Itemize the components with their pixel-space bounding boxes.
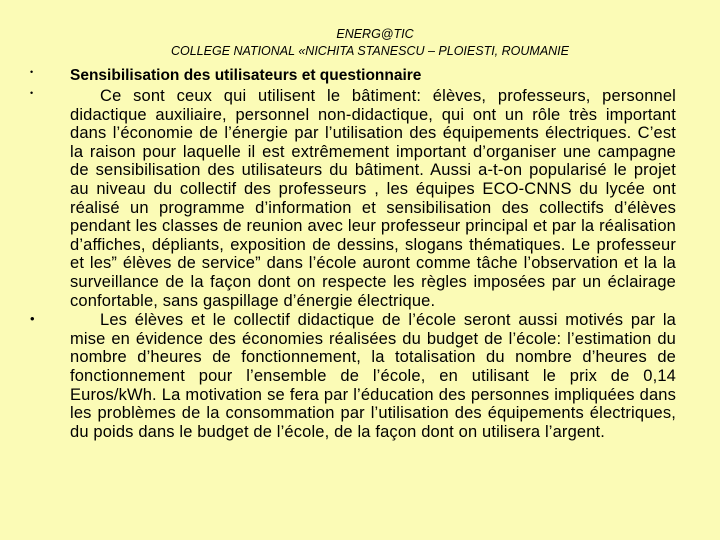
header-subtitle: COLLEGE NATIONAL «NICHITA STANESCU – PLOIESTI, ROUMANIE [170,44,569,58]
slide-header [0,26,720,60]
paragraph-users: Ce sont ceux qui utilisent le bâtiment: élèves, professeurs, personnel didactique auxiliaire, personnel non-didactique, qui ont un rôle très important dans l’économie de l’énergie par l’utilisation des équipements électriques. C’est la raison pour laquelle il est extrêmement important d’organiser une campagne de sensibilisation des utilisateurs du bâtiment. Aussi a-t-on popularisé le projet au niveau du collectif des professeurs , les équipes ECO-CNNS du lycée ont réalisé un programme d’information et sensibilisation des collectifs d’élèves pendant les classes de reunion avec leur professeur principal et par la réalisation d’affiches, dépliants, exposition de dessins, slogans thématiques. Le professeur et les” élèves de service” dans l’école auront comme tâche l’observation et la la surveillance de la façon dont on respecte les règles imposées par un éclairage confortable, sans gaspillage d’énergie électrique. [70,87,676,310]
bullet-icon: • [30,311,35,327]
bullet-item-motivation [26,311,676,441]
bullet-item-title [26,66,676,86]
section-title: Sensibilisation des utilisateurs et questionnaire [70,67,422,84]
paragraph-motivation: Les élèves et le collectif didactique de l’école seront aussi motivés par la mise en évidence des économies réalisées du budget de l’école: l’estimation du nombre d’heures de fonctionnement, la totalisation du nombre d’heures de fonctionnement pour l’ensemble de l’école, en utilisant le prix de 0,14 Euros/kWh. La motivation se fera par l’éducation des personnes impliquées dans les problèmes de la consommation par l’utilisation des équipements électriques, du poids dans le budget de l’école, de la façon dont on utilisera l’argent. [70,311,676,441]
header-title: ENERG@TIC [336,27,414,41]
bullet-icon: • [30,88,34,98]
bullet-item-users [26,87,676,310]
bullet-list [26,66,676,441]
bullet-icon: • [30,67,34,77]
